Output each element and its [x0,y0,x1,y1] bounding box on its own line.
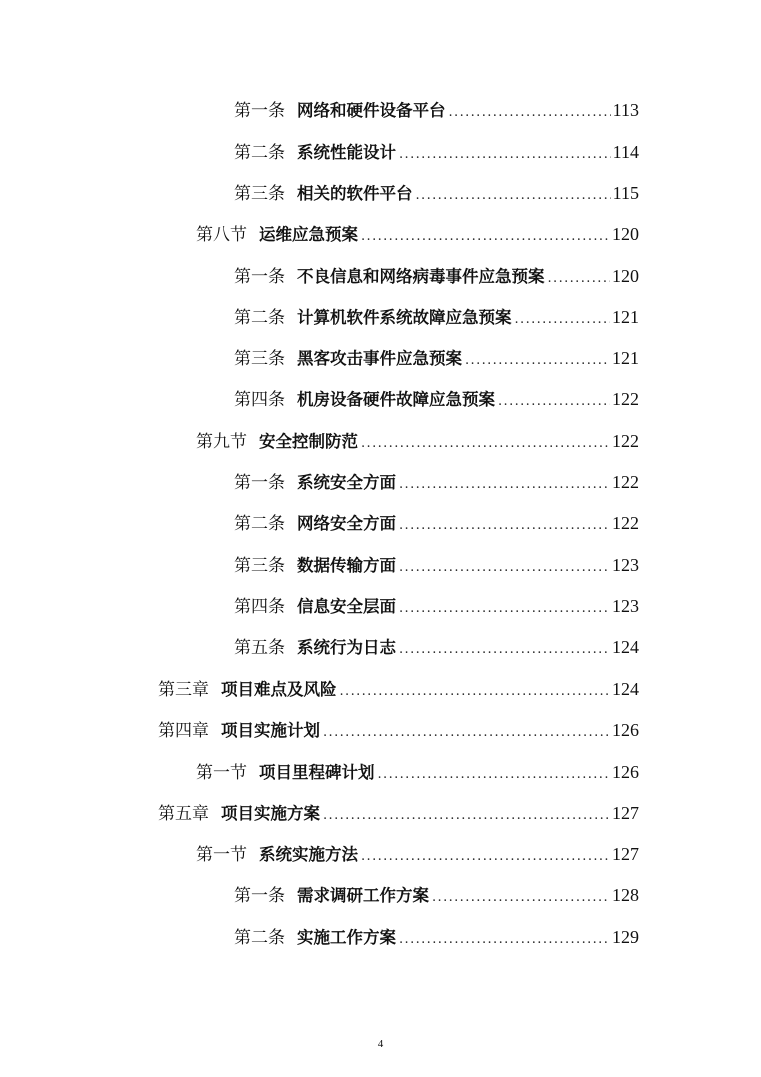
leader-dots [465,346,610,376]
toc-entry-page: 122 [612,513,639,533]
leader-dots [323,718,610,748]
toc-entry[interactable] [234,508,639,538]
toc-entry[interactable] [234,550,639,580]
toc-entry[interactable] [234,922,639,952]
toc-entry[interactable] [234,384,639,414]
toc-entry-label: 第二条 [234,143,285,163]
toc-entry-page: 114 [612,142,639,162]
leader-dots [323,801,610,831]
leader-dots [361,842,610,872]
leader-dots [399,594,610,624]
toc-entry-page: 128 [612,885,639,905]
leader-dots [340,677,611,707]
toc-entry-page: 121 [612,348,639,368]
toc-entry-page: 126 [612,720,639,740]
toc-entry-page: 121 [612,307,639,327]
leader-dots [361,222,610,252]
toc-entry[interactable] [196,426,639,456]
toc-entry[interactable] [234,302,639,332]
toc-entry[interactable] [234,137,639,167]
toc-entry-label: 第九节 [196,432,247,452]
toc-entry-label: 第一条 [234,101,285,121]
toc-entry-title: 系统性能设计 [297,143,396,162]
toc-entry-label: 第三条 [234,349,285,369]
toc-entry[interactable] [234,261,639,291]
toc-entry[interactable] [234,178,639,208]
leader-dots [548,264,611,294]
toc-entry-title: 系统行为日志 [297,638,396,657]
toc-entry[interactable] [158,674,639,704]
toc-entry[interactable] [234,343,639,373]
toc-entry[interactable] [158,798,639,828]
leader-dots [432,883,610,913]
leader-dots [416,181,611,211]
toc-entry-title: 项目实施方案 [221,804,320,823]
toc-entry-page: 124 [612,679,639,699]
toc-entry-label: 第三条 [234,556,285,576]
toc-entry[interactable] [234,95,639,125]
toc-entry[interactable] [196,839,639,869]
toc-entry-title: 项目难点及风险 [221,680,337,699]
leader-dots [498,387,610,417]
leader-dots [399,511,610,541]
leader-dots [399,925,610,955]
toc-entry-label: 第三章 [158,680,209,700]
toc-entry-title: 安全控制防范 [259,432,358,451]
toc-entry[interactable] [234,591,639,621]
leader-dots [399,470,610,500]
toc-entry-title: 需求调研工作方案 [297,886,429,905]
leader-dots [515,305,611,335]
toc-entry-label: 第八节 [196,225,247,245]
leader-dots [399,140,611,170]
toc-entry-title: 项目实施计划 [221,721,320,740]
toc-entry-page: 123 [612,596,639,616]
toc-entry-title: 系统安全方面 [297,473,396,492]
toc-entry-label: 第五章 [158,804,209,824]
toc-entry-title: 数据传输方面 [297,556,396,575]
toc-entry-label: 第二条 [234,514,285,534]
toc-entry-title: 计算机软件系统故障应急预案 [297,308,512,327]
toc-entry-label: 第四条 [234,390,285,410]
toc-entry-label: 第二条 [234,928,285,948]
toc-entry-label: 第三条 [234,184,285,204]
toc-entry-label: 第五条 [234,638,285,658]
toc-entry-title: 项目里程碑计划 [259,763,375,782]
toc-entry-page: 124 [612,637,639,657]
toc-entry-page: 123 [612,555,639,575]
toc-entry-label: 第二条 [234,308,285,328]
toc-entry-label: 第一条 [234,473,285,493]
toc-entry-label: 第一节 [196,763,247,783]
toc-entry-title: 系统实施方法 [259,845,358,864]
toc-entry[interactable] [234,467,639,497]
toc-entry-title: 实施工作方案 [297,928,396,947]
toc-entry-page: 127 [612,844,639,864]
toc-entry-title: 网络和硬件设备平台 [297,101,446,120]
page-number: 4 [377,1038,384,1050]
toc-entry-label: 第四条 [234,597,285,617]
toc-entry-page: 122 [612,389,639,409]
toc-entry-page: 120 [612,224,639,244]
toc-entry-title: 不良信息和网络病毒事件应急预案 [297,267,545,286]
toc-entry[interactable] [234,880,639,910]
toc-entry-title: 机房设备硬件故障应急预案 [297,390,495,409]
toc-entry-title: 信息安全层面 [297,597,396,616]
toc-entry-page: 127 [612,803,639,823]
toc-entry-page: 122 [612,431,639,451]
toc-entry[interactable] [158,715,639,745]
leader-dots [399,553,610,583]
leader-dots [399,635,610,665]
toc-entry-page: 120 [612,266,639,286]
leader-dots [378,760,611,790]
toc-entry[interactable] [234,632,639,662]
toc-entry[interactable] [196,757,639,787]
leader-dots [361,429,610,459]
leader-dots [449,98,611,128]
toc-entry-label: 第四章 [158,721,209,741]
toc-entry-title: 相关的软件平台 [297,184,413,203]
toc-entry-label: 第一节 [196,845,247,865]
toc-entry-page: 126 [612,762,639,782]
toc-entry-title: 运维应急预案 [259,225,358,244]
toc-entry-page: 129 [612,927,639,947]
toc-entry-title: 网络安全方面 [297,514,396,533]
toc-entry[interactable] [196,219,639,249]
toc-entry-title: 黑客攻击事件应急预案 [297,349,462,368]
toc-entry-page: 113 [612,100,639,120]
toc-entry-label: 第一条 [234,267,285,287]
toc-entry-label: 第一条 [234,886,285,906]
toc-entry-page: 115 [612,183,639,203]
toc-entry-page: 122 [612,472,639,492]
